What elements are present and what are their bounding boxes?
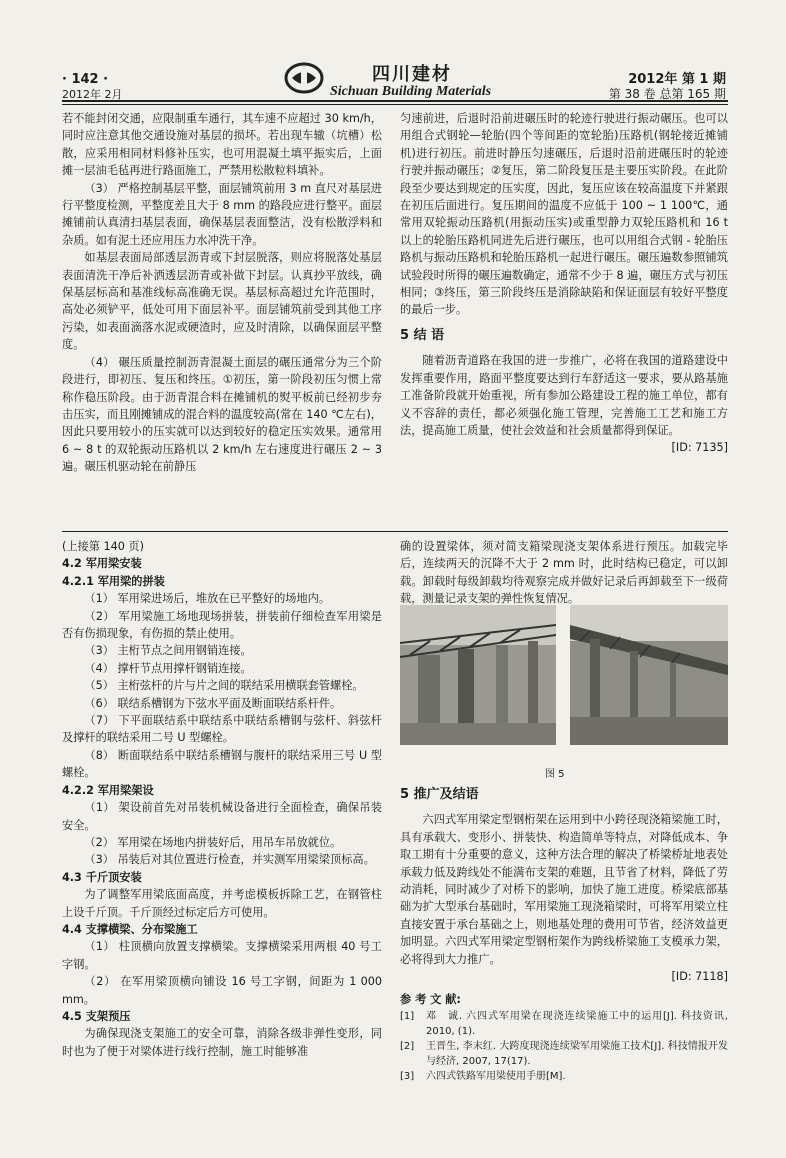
list-item: （6） 联结系槽钢为下弦水平面及断面联结系杆件。 bbox=[84, 696, 342, 710]
page-number: · 142 · bbox=[62, 72, 109, 87]
journal-title-en: Sichuan Building Materials bbox=[330, 84, 492, 99]
list-item: （1） 架设前首先对吊装机械设备进行全面检查，确保吊装安全。 bbox=[62, 801, 382, 832]
section-heading: 4.5 支架预压 bbox=[62, 1009, 131, 1023]
volume-info: 第 38 卷 总第 165 期 bbox=[608, 87, 726, 101]
reference-item bbox=[400, 1039, 728, 1069]
running-header-right bbox=[596, 72, 726, 102]
references-title: 参 考 文 献: bbox=[400, 993, 461, 1007]
article-id: [ID: 7118] bbox=[671, 970, 728, 984]
reference-item bbox=[400, 1069, 728, 1084]
list-item: （3） 主桁节点之间用钢销连接。 bbox=[84, 644, 252, 658]
list-item: （2） 军用梁在场地内拼装好后，用吊车吊放就位。 bbox=[84, 835, 342, 849]
continued-note: (上接第 140 页) bbox=[62, 540, 144, 553]
section-heading: 4.2 军用梁安装 bbox=[62, 557, 142, 571]
article-id: [ID: 7135] bbox=[671, 441, 728, 455]
construction-photo-left bbox=[400, 605, 556, 745]
article-column-bottom-right-cont bbox=[400, 786, 728, 1084]
section-heading: 5 推广及结语 bbox=[400, 787, 479, 802]
article-divider bbox=[62, 531, 728, 532]
list-item: （5） 主桁弦杆的片与片之间的联结采用横联套管螺栓。 bbox=[84, 679, 364, 693]
section-heading: 4.4 支撑横梁、分布梁施工 bbox=[62, 922, 198, 936]
subsection-heading: 4.2.2 军用梁架设 bbox=[62, 783, 154, 797]
paragraph: 六四式军用梁定型钢桁架在运用到中小跨径现浇箱梁施工时，具有承载大、变形小、拼装快、构造简单等特点，对降低成本、争取工期有十分重要的意义，这种方法合理的解决了桥梁桥址地表处承载力低及跨线处不能满布支架的难题，且节省了材料，降低了劳动消耗，同时减少了对桥下的影响，加快了施工进度。桥梁底部基础为扩大型承台基础时，军用梁施工现浇箱梁时，可将军用梁立柱直接安置于承台基础之上，则地基处理的费用可节省，经济效益更加明显。六四式军用梁定型钢桁架作为跨线桥梁施工支模承力架，必将得到大力推广。 bbox=[400, 813, 728, 966]
running-header-left bbox=[62, 72, 123, 102]
subsection-heading: 4.2.1 军用梁的拼装 bbox=[62, 574, 165, 588]
paragraph: 匀速前进，后退时沿前进碾压时的轮迹行驶进行振动碾压。也可以用组合式钢轮—轮胎(四个等间距的宽轮胎)压路机(钢轮接近摊铺机)进行初压。前进时静压匀速碾压，后退时沿前进碾压时的轮迹行驶并振动碾压；②复压，第二阶段复压是主要压实阶段。在此阶段至少要达到规定的压实度，因此，复压应该在较高温度下并紧跟在初压后面进行。复压期间的温度不应低于 100 ~ 1 100℃，通常用双轮振动压路机(用振动压实)或重型静力双轮压路机和 16 t 以上的轮胎压路机同进先后进行碾压，也可以用组合式钢 - 轮胎压路机与振动压路机和轮胎压路机一起进行碾压。碾压遍数参照铺筑试验段时所得的碾压遍数确定，通常不少于 8 遍，碾压方式与初压相同；③终压，第三阶段终压是消除缺陷和保证面层有较好平整度的最后一步。 bbox=[400, 112, 728, 317]
reference-text: 六四式铁路军用梁使用手册[M]. bbox=[426, 1070, 566, 1082]
list-item: （8） 断面联结系中联结系槽钢与腹杆的联结采用三号 U 型螺栓。 bbox=[62, 748, 382, 780]
list-item: （1） 柱顶横向放置支撑横梁。支撑横梁采用两根 40 号工字钢。 bbox=[62, 940, 382, 971]
list-item: （3） 吊装后对其位置进行检查，并实测军用梁梁顶标高。 bbox=[84, 853, 375, 867]
paragraph: 如基层表面局部透层沥青或下封层脱落，则应将脱落处基层表面清洗干净后补洒透层沥青或补做下封层。认真抄平放线，确保基层标高和基准线标高准确无误。基层标高超过允许范围时，高处必须铲平，低处可用下面层补平。面层铺筑前受到其他工序污染，如表面滴落水泥或硬渣时，应及时清除，以确保面层平整度。 bbox=[62, 251, 382, 352]
paragraph: （4） 碾压质量控制沥青混凝土面层的碾压通常分为三个阶段进行，即初压、复压和终压。①初压，第一阶段初压匀惯上常称作稳压阶段。由于沥青混合料在摊铺机的熨平板前已经初步夯击压实，而且刚摊铺成的混合料的温度较高(常在 140 ℃左右)，因此只要用较小的压实就可以达到较好的稳定压实效果。通常用 6 ~ 8 t 的双轮振动压路机以 2 km/h 左右速度进行碾压 2 ~ 3 遍。碾压机驱动轮在前静压 bbox=[62, 355, 382, 474]
reference-list bbox=[400, 1009, 728, 1084]
paragraph: 为了调整军用梁底面高度，并考虑模板拆除工艺，在钢管柱上设千斤顶。千斤顶经过标定后方可使用。 bbox=[62, 888, 382, 919]
header-rule-thin bbox=[62, 104, 728, 105]
paragraph: 若不能封闭交通，应限制重车通行，其车速不应超过 30 km/h，同时应注意其他交通设施对基层的损坏。若出现车辙（坑槽）松散，应采用相同材料修补压实，也可用混凝土填平振实后，上面摊一层油毛毡再进行路面施工，严禁用松散粒料填补。 bbox=[62, 112, 382, 178]
reference-text: 王晋生, 李末红. 大跨度现浇连续梁军用梁施工技术[J]. 科技情报开发与经济, 2007, 17(17). bbox=[426, 1040, 728, 1067]
construction-photo-right bbox=[570, 605, 728, 745]
journal-title-cn: 四川建材 bbox=[372, 64, 452, 85]
header-rule bbox=[62, 100, 728, 102]
reference-number: [2] bbox=[400, 1040, 415, 1052]
figure-caption: 图 5 bbox=[545, 769, 565, 780]
list-item: （7） 下平面联结系中联结系中联结系槽钢与弦杆、斜弦杆及撑杆的联结采用二号 U 型螺栓。 bbox=[62, 714, 382, 745]
issue-date: 2012年 2月 bbox=[62, 88, 123, 101]
article-column-bottom-left bbox=[62, 538, 382, 1060]
reference-item bbox=[400, 1009, 728, 1039]
issue-number: 2012年 第 1 期 bbox=[628, 72, 726, 87]
paragraph: 确的设置梁体，须对简支箱梁现浇支架体系进行预压。加载完毕后，连续两天的沉降不大于 2 mm 时，此时结构已稳定，可以卸载。卸载时每级卸载均待观察完成并做好记录后再卸载至下一级荷载，测量记录支架的弹性恢复情况。 bbox=[400, 540, 728, 606]
reference-number: [1] bbox=[400, 1010, 415, 1022]
section-heading: 4.3 千斤顶安装 bbox=[62, 870, 142, 884]
article-column-bottom-right bbox=[400, 538, 728, 608]
article-column-top-right bbox=[400, 110, 728, 457]
article-column-top-left bbox=[62, 110, 382, 476]
paragraph: 为确保现浇支架施工的安全可靠，消除各级非弹性变形，同时也为了便于对梁体进行线行控制，施工时能够准 bbox=[62, 1027, 382, 1058]
section-heading: 5 结 语 bbox=[400, 327, 445, 343]
paragraph: （3） 严格控制基层平整，面层铺筑前用 3 m 直尺对基层进行平整度检测，平整度差且大于 8 mm 的路段应进行整平。面层摊铺前认真清扫基层表面，确保基层表面整洁，没有松散浮料和杂质。如有泥土还应用压力水冲洗干净。 bbox=[62, 181, 382, 247]
list-item: （1） 军用梁进场后，堆放在已平整好的场地内。 bbox=[84, 592, 331, 606]
reference-text: 邓 诚. 六四式军用梁在现浇连续梁施工中的运用[J]. 科技资讯, 2010, (1). bbox=[426, 1010, 728, 1037]
list-item: （4） 撑杆节点用撑杆钢销连接。 bbox=[84, 661, 252, 675]
reference-number: [3] bbox=[400, 1070, 415, 1082]
journal-logo-icon bbox=[284, 60, 324, 96]
paragraph: 随着沥青道路在我国的进一步推广，必将在我国的道路建设中发挥重要作用，路面平整度要达到行车舒适这一要求，要从路基施工准备阶段就开始重视，所有参加公路建设工程的施工单位，都有义不容辞的责任，都必须强化施工管理，完善施工工艺和施工方法，提高施工质量，使社会效益和社会质量都得到保证。 bbox=[400, 354, 728, 437]
list-item: （2） 在军用梁顶横向铺设 16 号工字钢，间距为 1 000 mm。 bbox=[62, 975, 382, 1006]
list-item: （2） 军用梁施工场地现场拼装，拼装前仔细检查军用梁是否有伤损现象，有伤损的禁止使用。 bbox=[62, 609, 382, 641]
